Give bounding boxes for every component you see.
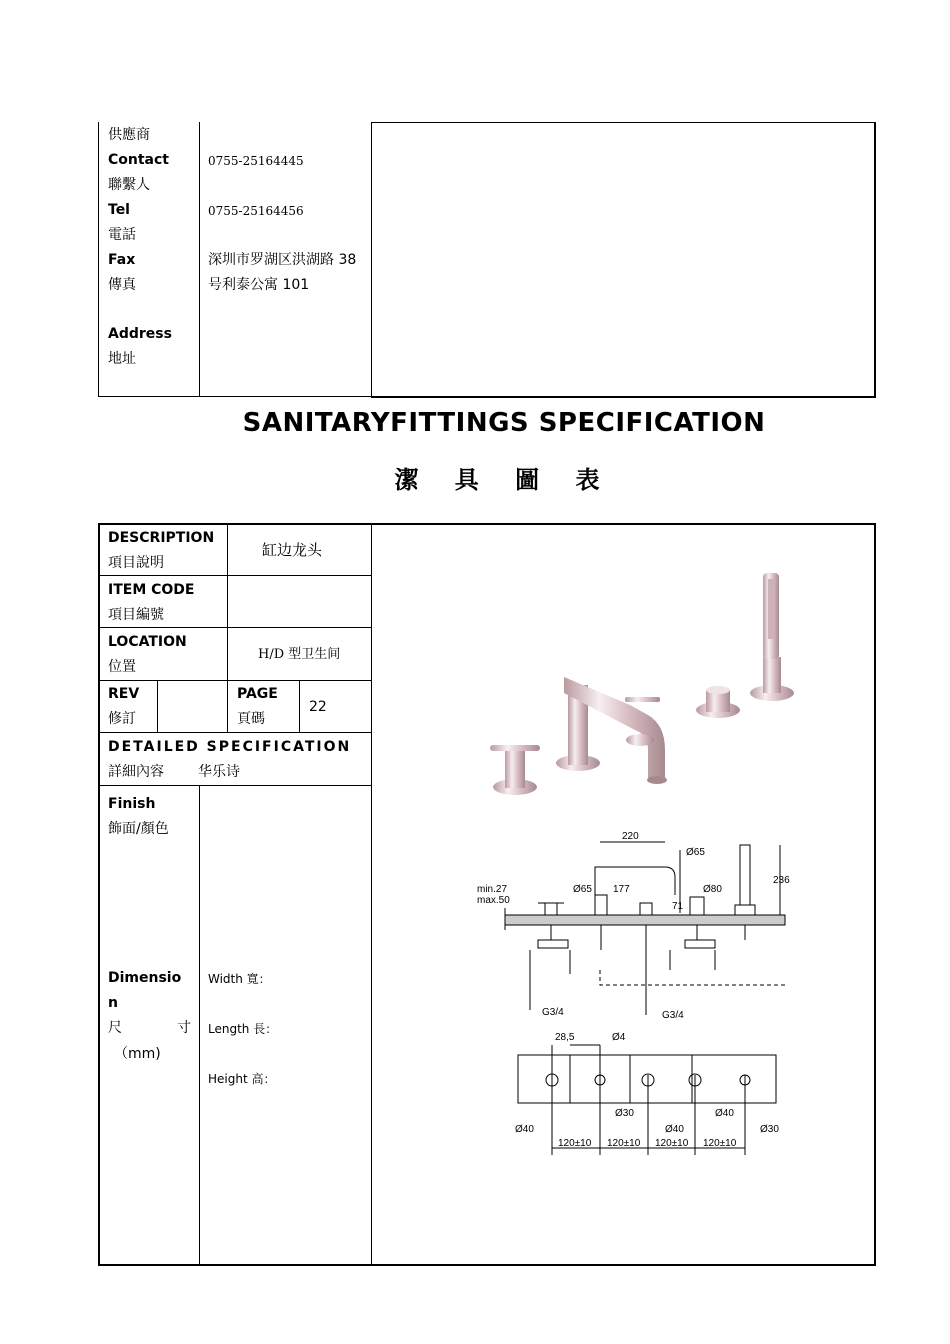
- contact-label: Contact: [108, 152, 169, 168]
- dimension-label-line1: Dimensio: [108, 970, 182, 986]
- dimension-cn-char2: 寸: [177, 1020, 191, 1036]
- contact-cn-label: 聯繫人: [108, 177, 150, 193]
- dim-220: 220: [622, 831, 639, 842]
- dim-min27: min.27: [477, 884, 508, 895]
- dimension-unit: （mm): [114, 1046, 161, 1062]
- drawing-dimensions: [477, 831, 790, 1149]
- dim-o65-top: Ø65: [686, 847, 705, 858]
- dim-g34-right: G3/4: [662, 1010, 684, 1021]
- finish-cn-label: 飾面/顏色: [108, 821, 169, 837]
- contact-value: 0755-25164445: [208, 154, 304, 168]
- description-value: 缸边龙头: [262, 541, 323, 559]
- description-label: DESCRIPTION: [108, 530, 215, 546]
- dim-71: 71: [672, 901, 684, 912]
- page-title-en: SANITARYFITTINGS SPECIFICATION: [242, 408, 766, 438]
- spout-shape: [556, 677, 667, 784]
- location-value: H/D 型卫生间: [258, 647, 341, 662]
- detailed-spec-value: 华乐诗: [198, 764, 240, 780]
- fax-label: Fax: [108, 252, 136, 268]
- dim-177: 177: [613, 884, 630, 895]
- item-code-label: ITEM CODE: [108, 582, 195, 598]
- dim-spacing-2: 120±10: [607, 1138, 641, 1149]
- dim-o80: Ø80: [703, 884, 722, 895]
- location-cn-label: 位置: [108, 659, 136, 675]
- fax-value-line2: 号利泰公寓 101: [208, 277, 310, 293]
- dim-o65-left: Ø65: [573, 884, 592, 895]
- dimension-label-line2: n: [108, 995, 118, 1011]
- dim-spacing-3: 120±10: [655, 1138, 689, 1149]
- dim-spacing-1: 120±10: [558, 1138, 592, 1149]
- technical-drawing: [470, 825, 800, 1165]
- hand-shower-shape: [750, 573, 794, 701]
- finish-label: Finish: [108, 796, 156, 812]
- detailed-spec-cn-label: 詳細內容: [108, 764, 164, 780]
- address-cn-label: 地址: [108, 351, 136, 367]
- page-title-cn: 潔 具 圖 表: [394, 466, 614, 494]
- faucet-product-image: [480, 565, 810, 805]
- item-code-cn-label: 項目編號: [108, 607, 164, 623]
- dim-g34-left: G3/4: [542, 1007, 564, 1018]
- rev-cn-label: 修訂: [108, 711, 136, 727]
- dim-o40-right: Ø40: [715, 1108, 734, 1119]
- width-label: Width 寬：: [208, 972, 271, 986]
- fax-cn-label: 傳真: [108, 277, 136, 293]
- fax-value-line1: 深圳市罗湖区洪湖路 38: [208, 252, 357, 268]
- length-label: Length 長：: [208, 1022, 278, 1036]
- left-valve-shape: [490, 745, 540, 795]
- tel-value: 0755-25164456: [208, 204, 304, 218]
- dim-236: 236: [773, 875, 790, 886]
- dim-spacing-4: 120±10: [703, 1138, 737, 1149]
- dim-o40-left: Ø40: [515, 1124, 534, 1135]
- tel-label: Tel: [108, 202, 130, 218]
- dim-28-5: 28,5: [555, 1032, 575, 1043]
- tel-cn-label: 電話: [108, 227, 136, 243]
- diverter-knob-shape: [696, 686, 740, 718]
- page-label: PAGE: [237, 686, 278, 702]
- dim-o40-mid: Ø40: [665, 1124, 684, 1135]
- location-label: LOCATION: [108, 634, 187, 650]
- drawing-lines: [505, 842, 785, 1155]
- detailed-spec-label: DETAILED SPECIFICATION: [108, 739, 352, 755]
- dim-max50: max.50: [477, 895, 510, 906]
- rev-label: REV: [108, 686, 140, 702]
- address-label: Address: [108, 326, 172, 342]
- page-value: 22: [309, 699, 327, 715]
- dimension-cn-char1: 尺: [108, 1020, 122, 1036]
- height-label: Height 高：: [208, 1072, 276, 1086]
- dim-o4: Ø4: [612, 1032, 626, 1043]
- dim-o30-right: Ø30: [760, 1124, 779, 1135]
- description-cn-label: 項目說明: [108, 555, 164, 571]
- dim-o30-mid: Ø30: [615, 1108, 634, 1119]
- supplier-label: 供應商: [108, 127, 150, 143]
- page-cn-label: 頁碼: [237, 711, 265, 727]
